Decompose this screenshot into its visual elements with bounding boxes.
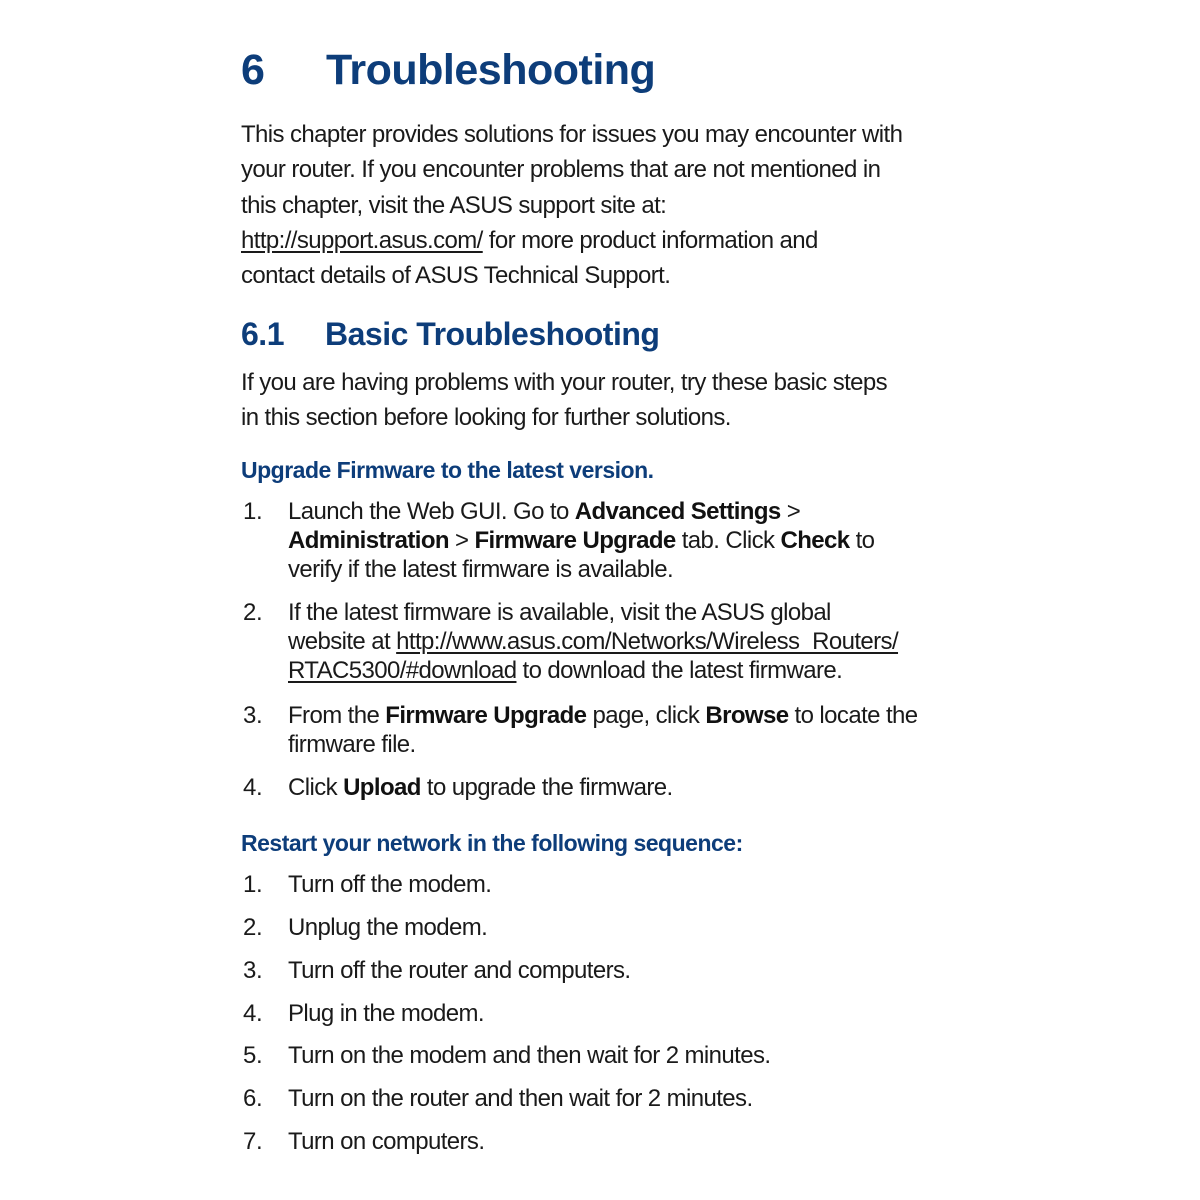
restart-step-3-text: Turn off the router and computers. bbox=[288, 957, 631, 984]
firmware-step-2-line-1: If the latest firmware is available, visit the ASUS global bbox=[288, 599, 831, 626]
chapter-intro-link-after: for more product information and bbox=[482, 227, 818, 254]
firmware-step-2-line-2 bbox=[288, 628, 898, 656]
restart-step-6-number: 6. bbox=[243, 1085, 263, 1112]
chapter-number: 6 bbox=[241, 46, 265, 94]
firmware-step-4-line-1 bbox=[288, 774, 673, 802]
step-text: Click bbox=[288, 774, 344, 801]
chapter-intro-line-2: your router. If you encounter problems that are not mentioned in bbox=[241, 156, 881, 183]
step-text: tab. Click bbox=[675, 527, 781, 554]
step-bold-firmware-upgrade: Firmware Upgrade bbox=[385, 702, 587, 729]
restart-step-7-number: 7. bbox=[243, 1128, 263, 1155]
chapter-intro-line-3: this chapter, visit the ASUS support site at: bbox=[241, 192, 667, 219]
step-text: Launch the Web GUI. Go to bbox=[288, 498, 575, 525]
restart-heading: Restart your network in the following sequence: bbox=[241, 830, 743, 856]
step-text: page, click bbox=[586, 702, 706, 729]
firmware-step-3-line-2: firmware file. bbox=[288, 731, 416, 758]
chapter-intro-line-4 bbox=[241, 227, 818, 255]
chapter-title: Troubleshooting bbox=[326, 46, 656, 94]
step-text: to download the latest firmware. bbox=[516, 657, 843, 684]
step-text: From the bbox=[288, 702, 386, 729]
step-text: website at bbox=[288, 628, 397, 655]
firmware-step-3-number: 3. bbox=[243, 702, 263, 729]
step-text: to bbox=[849, 527, 875, 554]
support-link[interactable]: http://support.asus.com/ bbox=[241, 227, 483, 254]
chapter-intro-line-1: This chapter provides solutions for issues you may encounter with bbox=[241, 121, 903, 148]
firmware-download-link-cont[interactable]: RTAC5300/#download bbox=[288, 657, 517, 684]
section-intro-line-1: If you are having problems with your router, try these basic steps bbox=[241, 369, 888, 396]
step-bold-check: Check bbox=[780, 527, 850, 554]
firmware-heading: Upgrade Firmware to the latest version. bbox=[241, 457, 654, 483]
section-title: Basic Troubleshooting bbox=[325, 316, 660, 352]
firmware-step-4-number: 4. bbox=[243, 774, 263, 801]
restart-step-6-text: Turn on the router and then wait for 2 minutes. bbox=[288, 1085, 753, 1112]
firmware-step-1-line-1 bbox=[288, 498, 800, 526]
firmware-step-2-number: 2. bbox=[243, 599, 263, 626]
restart-step-5-number: 5. bbox=[243, 1042, 263, 1069]
step-bold-browse: Browse bbox=[705, 702, 789, 729]
firmware-download-link[interactable]: http://www.asus.com/Networks/Wireless_Routers/ bbox=[396, 628, 899, 655]
firmware-step-3-line-1 bbox=[288, 702, 918, 730]
restart-step-7-text: Turn on computers. bbox=[288, 1128, 485, 1155]
firmware-step-2-line-3 bbox=[288, 657, 842, 685]
restart-step-5-text: Turn on the modem and then wait for 2 minutes. bbox=[288, 1042, 771, 1069]
section-number: 6.1 bbox=[241, 316, 284, 352]
restart-step-4-number: 4. bbox=[243, 1000, 263, 1027]
firmware-step-1-line-2 bbox=[288, 527, 874, 555]
step-text: > bbox=[780, 498, 801, 525]
restart-step-4-text: Plug in the modem. bbox=[288, 1000, 484, 1027]
restart-step-3-number: 3. bbox=[243, 957, 263, 984]
restart-step-1-number: 1. bbox=[243, 871, 263, 898]
step-text: to locate the bbox=[788, 702, 918, 729]
section-intro-line-2: in this section before looking for further solutions. bbox=[241, 404, 731, 431]
restart-step-2-number: 2. bbox=[243, 914, 263, 941]
step-text: > bbox=[448, 527, 475, 554]
firmware-step-1-number: 1. bbox=[243, 498, 263, 525]
step-bold-advanced-settings: Advanced Settings bbox=[574, 498, 781, 525]
step-bold-firmware-upgrade: Firmware Upgrade bbox=[474, 527, 676, 554]
chapter-intro-line-5: contact details of ASUS Technical Support. bbox=[241, 262, 671, 289]
step-bold-administration: Administration bbox=[288, 527, 449, 554]
step-bold-upload: Upload bbox=[343, 774, 421, 801]
restart-step-2-text: Unplug the modem. bbox=[288, 914, 488, 941]
step-text: to upgrade the firmware. bbox=[420, 774, 673, 801]
restart-step-1-text: Turn off the modem. bbox=[288, 871, 492, 898]
firmware-step-1-line-3: verify if the latest firmware is available. bbox=[288, 556, 674, 583]
